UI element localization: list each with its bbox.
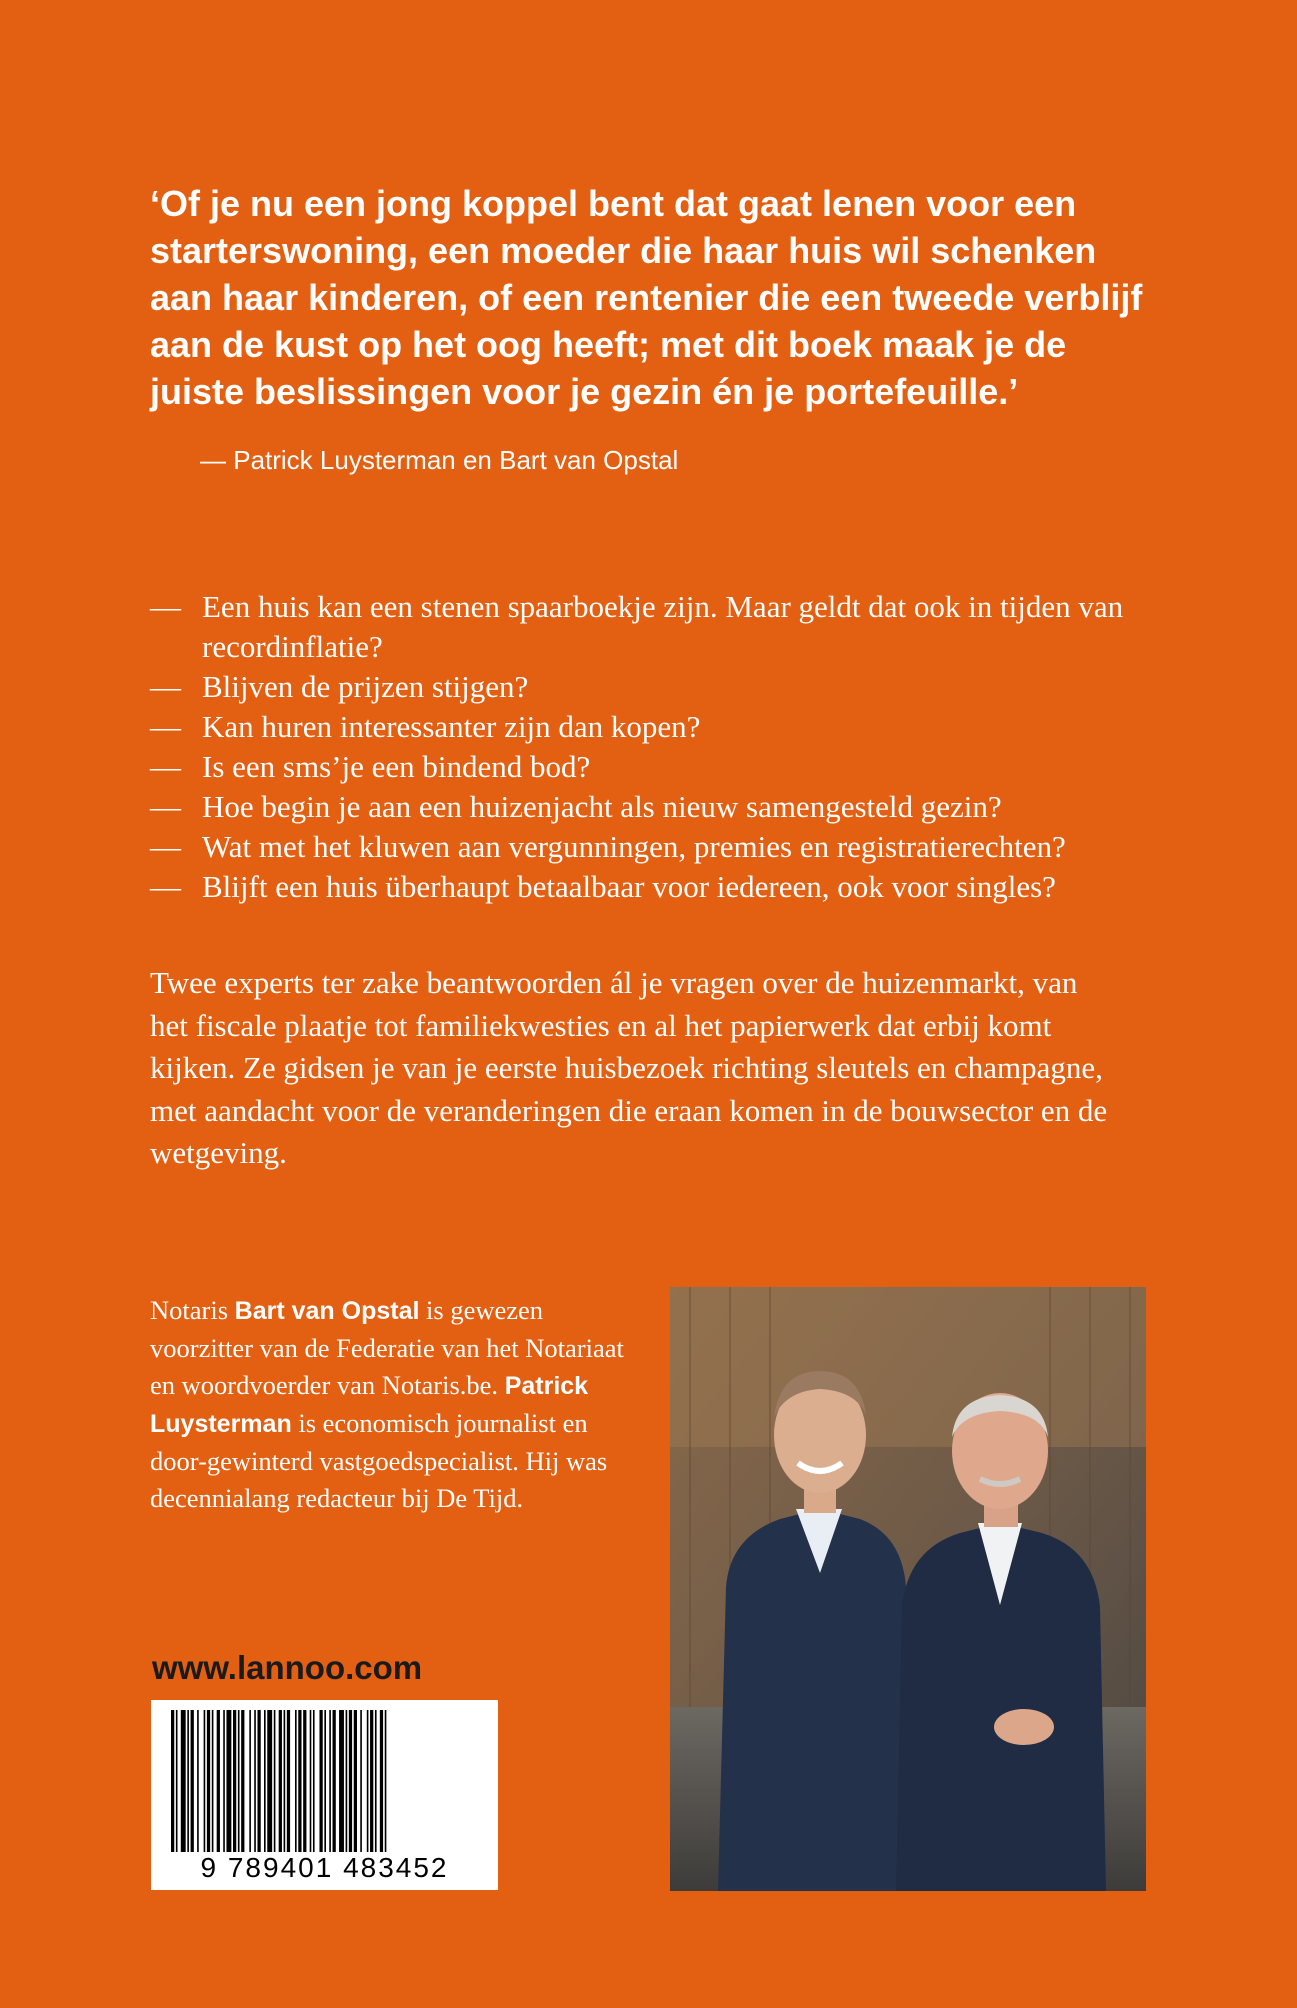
barcode-bar [367,1710,369,1852]
barcode-bar [264,1710,266,1852]
barcode-bar [212,1710,214,1852]
barcode-bar [360,1710,362,1852]
barcode-bar [233,1710,236,1852]
barcode-bar [370,1710,373,1852]
barcode-bar [226,1710,231,1852]
barcode-bar [310,1710,312,1852]
barcode-bar [333,1710,336,1852]
list-dash: — [150,669,181,704]
barcode-bar [204,1710,206,1852]
barcode-bars [171,1710,481,1852]
barcode-bar [254,1710,256,1852]
barcode-bar [249,1710,251,1852]
list-dash: — [150,709,181,744]
author-bio [150,1292,640,1517]
question-text: Hoe begin je aan een huizenjacht als nieuw samengesteld gezin? [202,789,1002,824]
barcode-bar [197,1710,199,1852]
barcode-bar [339,1710,344,1852]
question-text: Blijven de prijzen stijgen? [202,669,529,704]
bio-text: Notaris [150,1295,235,1325]
question-text: Is een sms’je een bindend bod? [202,749,591,784]
barcode-bar [171,1710,174,1852]
barcode-bar [217,1710,220,1852]
barcode-bar [257,1710,260,1852]
question-list [150,587,1270,907]
barcode-bar [284,1710,286,1852]
question-text: Een huis kan een stenen spaarboekje zijn. Maar geldt dat ook in tijden van recordinflatie? [202,589,1124,664]
author-name-patrick: Patrick Luysterman [150,1372,589,1438]
question-text: Blijft een huis überhaupt betaalbaar voor iedereen, ook voor singles? [202,869,1056,904]
barcode-bar [324,1710,326,1852]
author-name-bart: Bart van Opstal [234,1297,420,1325]
barcode-bar [267,1710,272,1852]
list-item [150,787,1270,827]
bio-text: is economisch journalist en door-gewinterd vastgoedspecialist. Hij was decennialang redacteur bij De Tijd. [150,1408,608,1513]
publisher-website: www.lannoo.com [152,1649,423,1686]
barcode-bar [207,1710,210,1852]
barcode-bar [187,1710,189,1852]
barcode-bar [319,1710,322,1852]
barcode-bar [346,1710,348,1852]
barcode-bar [274,1710,276,1852]
list-item [150,867,1270,907]
intro-paragraph: Twee experts ter zake beantwoorden ál je vragen over de huizenmarkt, van het fiscale plaatje tot familiekwesties en al het papierwerk dat erbij komt kijken. Ze gidsen je van je eerste huisbezoek richting sleutels en champagne, met aandacht voor de veranderingen die eraan komen in de bouwsector en de wetgeving. [150,965,1108,1170]
list-dash: — [150,589,181,624]
isbn-number: 9 789401 483452 [200,1852,449,1883]
question-text: Kan huren interessanter zijn dan kopen? [202,709,701,744]
list-item [150,667,1270,707]
barcode-bar [329,1710,331,1852]
list-dash: — [150,829,181,864]
list-dash: — [150,789,181,824]
barcode-bar [349,1710,352,1852]
question-text: Wat met het kluwen aan vergunningen, premies en registratierechten? [202,829,1066,864]
barcode-bar [303,1710,306,1852]
barcode [151,1700,498,1890]
quote-attribution: — Patrick Luysterman en Bart van Opstal [200,445,679,475]
barcode-bar [375,1710,377,1852]
barcode-bar [385,1710,387,1852]
barcode-bar [287,1710,290,1852]
barcode-bar [313,1710,315,1852]
list-item [150,707,1270,747]
list-dash: — [150,869,181,904]
list-item [150,747,1270,787]
list-item [150,827,1270,867]
barcode-bar [181,1710,186,1852]
barcode-bar [295,1710,297,1852]
barcode-bar [238,1710,240,1852]
barcode-bar [380,1710,383,1852]
barcode-bar [241,1710,244,1852]
barcode-bar [279,1710,282,1852]
barcode-bar [223,1710,225,1852]
list-item [150,587,1270,667]
barcode-bar [354,1710,357,1852]
author-photo-illustration [670,1287,1146,1891]
barcode-bar [191,1710,194,1852]
barcode-bar [298,1710,301,1852]
bio-text: is gewezen voorzitter van de Federatie van het Notariaat en woordvoerder van Notaris.be. [150,1295,624,1400]
barcode-bar [176,1710,178,1852]
author-photo [670,1287,1146,1891]
back-cover-quote: ‘Of je nu een jong koppel bent dat gaat lenen voor een starterswoning, een moeder die haar huis wil schenken aan haar kinderen, of een rentenier die een tweede verblijf aan de kust op het oog heeft; met dit boek maak je de juiste beslissingen voor je gezin én je portefeuille.’ [150,183,1143,412]
list-dash: — [150,749,181,784]
